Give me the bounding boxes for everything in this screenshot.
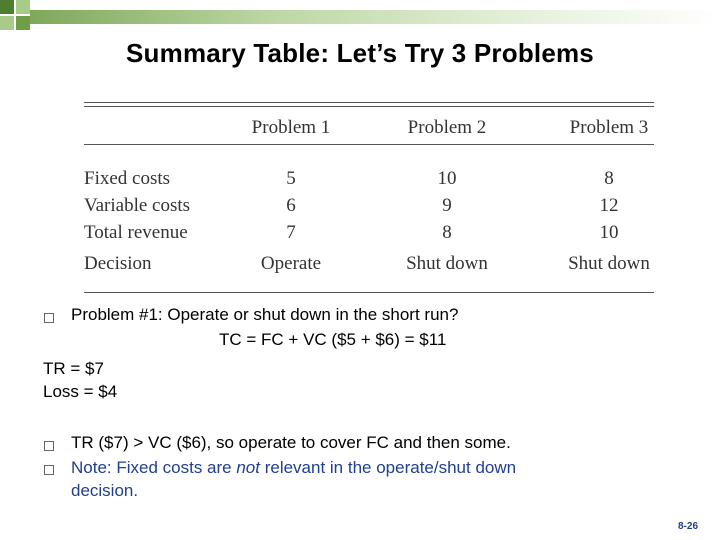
bullet-icon [44,313,54,323]
bullet-subtext: TC = FC + VC ($5 + $6) = $11 [219,330,447,349]
note-part: relevant in the operate/shut down [259,458,517,477]
table-rule [84,144,654,145]
tr-line: TR = $7 [43,359,104,378]
header-gradient-band [30,10,720,24]
slide-title: Summary Table: Let’s Try 3 Problems [126,38,594,68]
decor-square [16,16,30,30]
column-header: Problem 3 [569,117,649,138]
decor-square [0,0,14,14]
row-label: Total revenue [84,222,188,243]
table-cell: Operate [260,253,322,274]
decor-square [0,16,14,30]
table-cell: Shut down [568,253,650,274]
table-rule [84,292,654,293]
bullet-icon [44,441,54,451]
bullet-icon [44,465,54,475]
row-label: Variable costs [84,195,191,216]
bullet-text: Problem #1: Operate or shut down in the short run? [71,305,459,324]
row-label: Decision [84,253,152,274]
table-cell: 6 [286,195,296,216]
loss-line: Loss = $4 [43,382,118,401]
table-cell: 8 [442,222,452,243]
table-cell: Shut down [406,253,488,274]
column-header: Problem 1 [251,117,331,138]
summary-table [84,102,654,294]
table-cell: 10 [599,222,619,243]
page-number: 8-26 [677,521,698,532]
table-cell: 7 [286,222,296,243]
table-rule [84,102,654,103]
table-cell: 12 [599,195,619,216]
note-part: Note: Fixed costs are [71,458,237,477]
column-header: Problem 2 [407,117,487,138]
note-text [71,458,516,478]
decor-square [16,0,30,14]
table-cell: 8 [604,168,614,189]
table-cell: 10 [437,168,457,189]
table-rule [84,106,654,107]
row-label: Fixed costs [84,168,171,189]
table-cell: 5 [286,168,296,189]
note-text-continued: decision. [71,481,139,500]
table-cell: 9 [442,195,452,216]
note-emphasis: not [236,458,260,477]
bullet-text: TR ($7) > VC ($6), so operate to cover FC and then some. [71,433,511,452]
